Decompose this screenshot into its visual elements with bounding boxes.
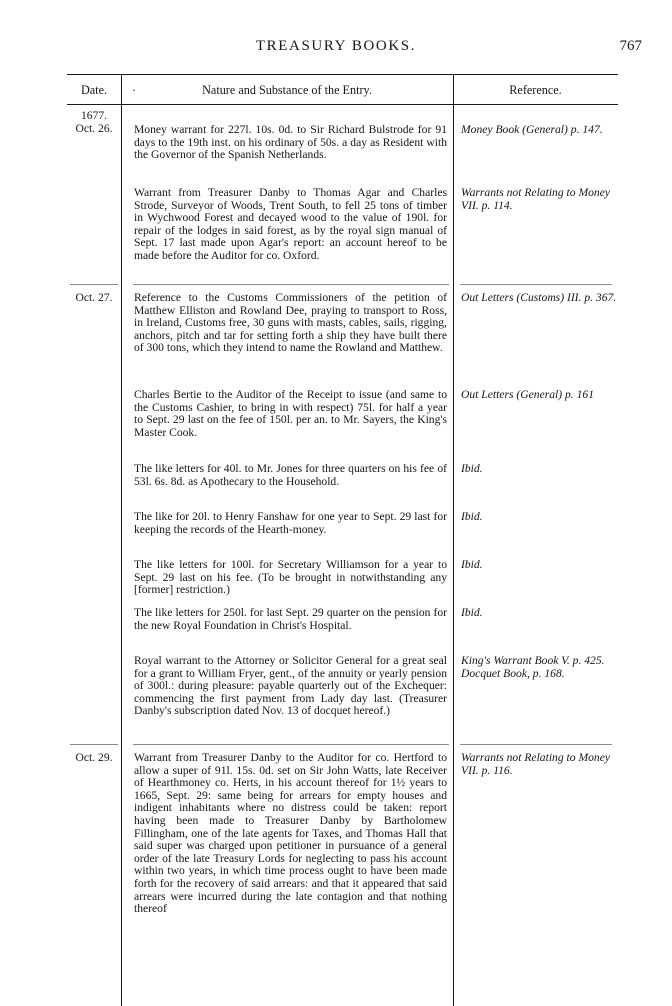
- entry-separator: [133, 284, 449, 285]
- reference-text: Warrants not Relating to Money VII. p. 116.: [461, 751, 610, 777]
- reference-text: Out Letters (General) p. 161: [461, 388, 594, 401]
- page-title: TREASURY BOOKS.: [255, 38, 417, 54]
- entry-4: [134, 389, 447, 439]
- reference-1: [461, 124, 621, 137]
- entry-text: The like letters for 40l. to Mr. Jones for three quarters on his fee of 53l. 6s. 8d. as Apothecary to the Household.: [134, 462, 447, 488]
- reference-text: Warrants not Relating to Money VII. p. 114.: [461, 186, 610, 212]
- entry-text: The like for 20l. to Henry Fanshaw for one year to Sept. 29 last for keeping the records of the Hearth-money.: [134, 510, 447, 536]
- header-dot: ·: [132, 83, 136, 97]
- column-divider-reference: [453, 74, 454, 1006]
- entry-text: The like letters for 250l. for last Sept. 29 quarter on the pension for the new Royal Foundation in Christ's Hospital.: [134, 606, 447, 632]
- table-header-rule: [67, 104, 618, 105]
- date-oct-26: Oct. 26.: [75, 122, 113, 135]
- entry-text: Royal warrant to the Attorney or Solicitor General for a great seal for a grant to William Fryer, gent., of the annuity or yearly pension of 300l.: during pleasure: payable quarterly out of the Exchequer: commencing the first payment from Lady day last. (Treasurer Danby's subscription dated Nov. 13 of docquet hereof.): [134, 654, 447, 718]
- reference-9: [461, 655, 621, 680]
- entry-text: Reference to the Customs Commissioners of the petition of Matthew Elliston and Rowland Dee, praying to transport to Ross, in Ireland, Customs free, 30 guns with masts, cables, sails, rigging, anchors, pitch and tar for setting forth a ship they have built there of 300 tons, which they intend to name the Rowland and Matthew.: [134, 291, 447, 355]
- running-head: [0, 36, 672, 56]
- entry-text: The like letters for 100l. for Secretary Williamson for a year to Sept. 29 last on his fee. (To be brought in notwithstanding any [former] restriction.): [134, 558, 447, 597]
- reference-6: [461, 511, 621, 524]
- reference-text: Ibid.: [461, 558, 483, 571]
- reference-7: [461, 559, 621, 572]
- reference-text: Money Book (General) p. 147.: [461, 123, 603, 136]
- reference-text: Ibid.: [461, 462, 483, 475]
- reference-text: Ibid.: [461, 510, 483, 523]
- entry-separator: [133, 744, 449, 745]
- column-header-reference: Reference.: [509, 83, 562, 97]
- date-oct-27: Oct. 27.: [75, 291, 113, 304]
- entry-7: [134, 559, 447, 597]
- entry-8: [134, 607, 447, 632]
- entry-text: Money warrant for 227l. 10s. 0d. to Sir Richard Bulstrode for 91 days to the 19th inst. on his ordinary of 50s. a day as Resident with the Governor of the Spanish Netherlands.: [134, 123, 447, 162]
- reference-3: [461, 292, 621, 305]
- reference-4: [461, 389, 621, 402]
- entry-text: Charles Bertie to the Auditor of the Receipt to issue (and same to the Customs Cashier, to bring in with respect) 75l. for half a year to Sept. 29 last on the fee of 150l. per an. to Mr. Sayers, the King's Master Cook.: [134, 388, 447, 439]
- reference-8: [461, 607, 621, 620]
- column-header-date: Date.: [80, 83, 108, 97]
- column-divider-date: [121, 74, 122, 1006]
- reference-separator: [460, 744, 612, 745]
- entry-2: [134, 187, 447, 263]
- table-top-rule: [67, 74, 618, 75]
- reference-2: [461, 187, 621, 212]
- entry-10: [134, 752, 447, 916]
- reference-text: Out Letters (Customs) III. p. 367.: [461, 291, 617, 304]
- entry-text: Warrant from Treasurer Danby to Thomas Agar and Charles Strode, Surveyor of Woods, Trent South, to fell 25 tons of timber in Wychwood Forest and decayed wood to the value of 190l. for repair of the lodges in said forest, as by the royal sign manual of Sept. 17 last made upon Agar's report: an account hereof to be made before the Auditor for co. Oxford.: [134, 186, 447, 262]
- reference-separator: [460, 284, 612, 285]
- entry-6: [134, 511, 447, 536]
- date-separator: [70, 284, 118, 285]
- entry-text: Warrant from Treasurer Danby to the Auditor for co. Hertford to allow a super of 91l. 15s. 0d. set on Sir John Watts, late Receiver of Hearthmoney co. Herts, in his account thereof for 1½ years to 1665, Sept. 29: same being for arrears for empty houses and indigent inhabitants where no distress could be taken: report having been made to Treasurer Danby by Bartholomew Fillingham, one of the late agents for Taxes, and Thomas Hall that said super was charged upon petitioner in pursuance of a general order of the late Treasury Lords for neglecting to pass his account within two years, in which time process ought to have been made forth for the recovery of said arrears: and that it appeared that said arrears were incurred during the late contagion and that nothing thereof: [134, 751, 447, 916]
- reference-5: [461, 463, 621, 476]
- entry-3: [134, 292, 447, 355]
- page-number: 767: [619, 38, 642, 54]
- entry-1: [134, 124, 447, 162]
- date-separator: [70, 744, 118, 745]
- date-year: 1677.: [80, 109, 108, 122]
- entry-9: [134, 655, 447, 718]
- entry-5: [134, 463, 447, 488]
- date-oct-29: Oct. 29.: [75, 751, 113, 764]
- reference-10: [461, 752, 621, 777]
- reference-text: Ibid.: [461, 606, 483, 619]
- reference-text: King's Warrant Book V. p. 425. Docquet Book, p. 168.: [461, 654, 605, 680]
- column-header-nature: Nature and Substance of the Entry.: [202, 83, 372, 97]
